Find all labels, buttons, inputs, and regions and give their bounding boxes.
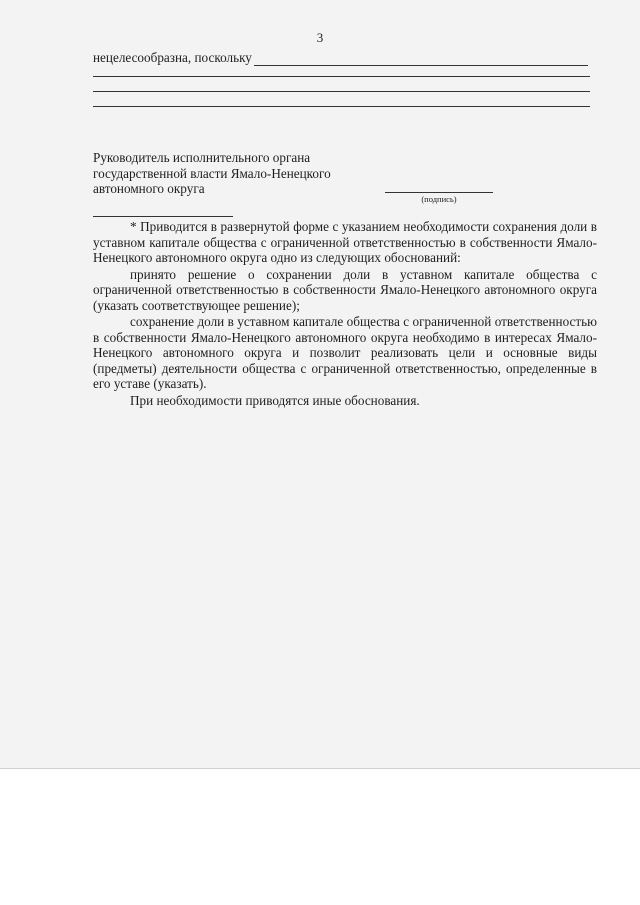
blank-line (93, 91, 590, 92)
footnote-paragraph: принято решение о сохранении доли в уставном капитале общества с ограниченной ответственностью в собственности Ямало-Ненецкого автономного округа (указать соответствующее решение); (93, 266, 597, 313)
justification-lead-text: нецелесообразна, поскольку (93, 50, 252, 65)
footnote-separator (93, 216, 233, 217)
footnote-block (93, 219, 597, 408)
signature-caption: (подпись) (421, 194, 457, 204)
signatory-line: государственной власти Ямало-Ненецкого (93, 165, 331, 181)
signatory-block (93, 150, 393, 197)
signatory-line: Руководитель исполнительного органа (93, 150, 311, 165)
footnote-paragraph: При необходимости приводятся иные обоснования. (130, 392, 420, 408)
signature-line (385, 192, 493, 193)
blank-line (93, 106, 590, 107)
page-number: 3 (316, 30, 324, 45)
footnote-paragraph: сохранение доли в уставном капитале общества с ограниченной ответственностью в собственности Ямало-Ненецкого автономного округа необходимо в интересах Ямало-Ненецкого автономного округа и позволит реализовать цели и основные виды (предметы) деятельности общества с ограниченной ответственностью, определенные в его уставе (указать). (93, 314, 597, 391)
signatory-line: автономного округа (93, 181, 205, 196)
footnote-paragraph: * Приводится в развернутой форме с указанием необходимости сохранения доли в уставном капитале общества с ограниченной ответственностью в собственности Ямало-Ненецкого автономного округа одно из следующих обоснований: (93, 219, 597, 265)
blank-fill-line (254, 53, 588, 66)
justification-line (93, 50, 588, 66)
blank-line (93, 76, 590, 77)
